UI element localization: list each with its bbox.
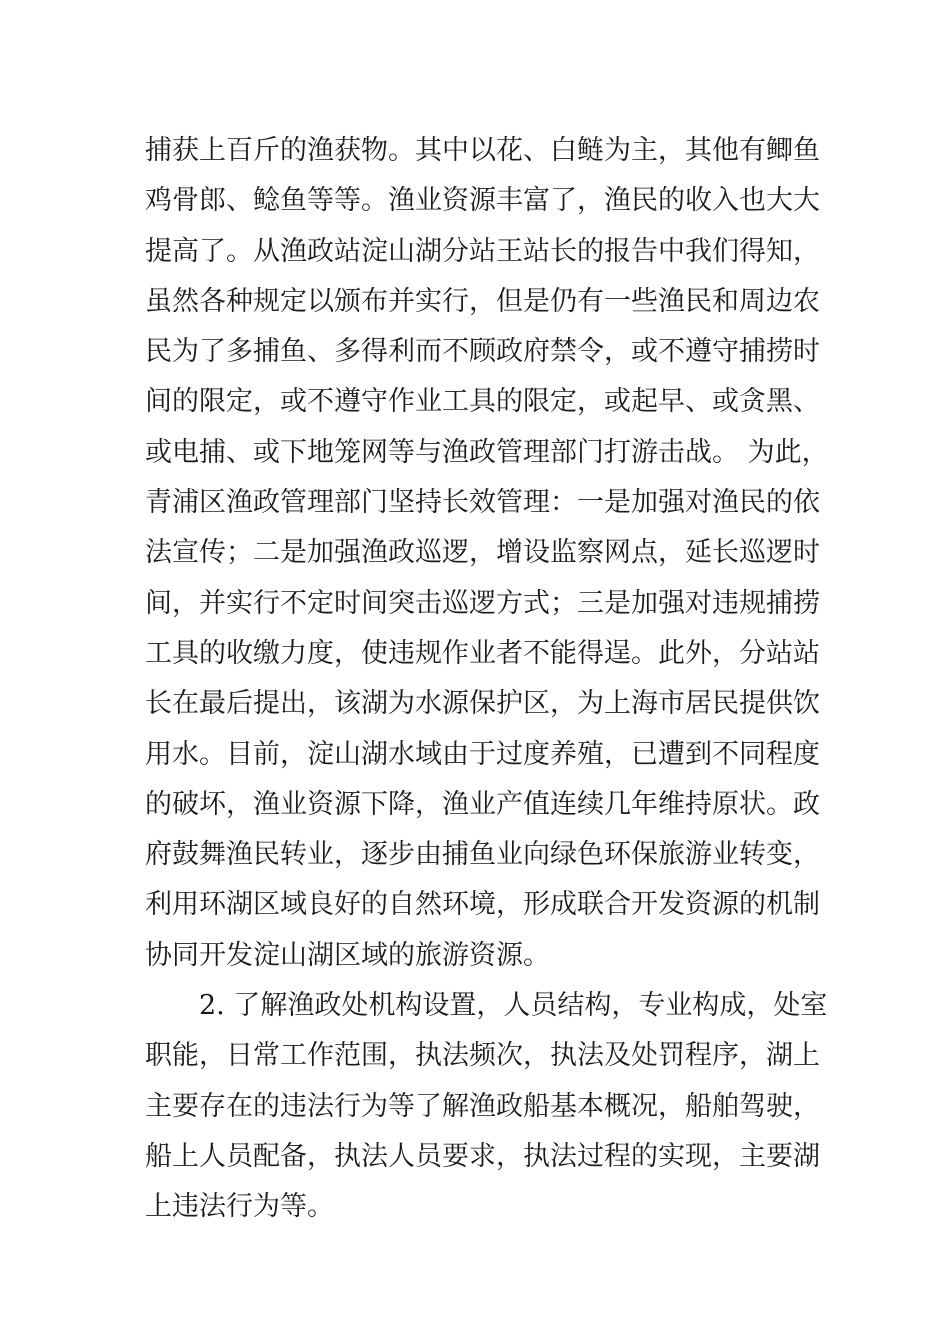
paragraph-1 [145, 126, 829, 981]
body-text [145, 126, 829, 1233]
paragraph-2 [145, 981, 828, 1232]
text-line: 间的限定，或不遵守作业工具的限定，或起早、或贪黑、 [145, 386, 820, 418]
text-line: 虽然各种规定以颁布并实行，但是仍有一些渔民和周边农 [145, 285, 820, 317]
text-line: 或电捕、或下地笼网等与渔政管理部门打游击战。 为此， [145, 436, 829, 468]
text-line: 2. 了解渔政处机构设置，人员结构，专业构成，处室 [199, 990, 828, 1022]
text-line: 用水。目前，淀山湖水域由于过度养殖，已遭到不同程度 [145, 738, 820, 770]
text-line: 工具的收缴力度，使违规作业者不能得逞。此外，分站站 [145, 637, 820, 669]
text-line: 船上人员配备，执法人员要求，执法过程的实现，主要湖 [145, 1140, 820, 1172]
text-line: 职能，日常工作范围，执法频次，执法及处罚程序，湖上 [145, 1040, 820, 1072]
text-line: 主要存在的违法行为等了解渔政船基本概况，船舶驾驶， [145, 1090, 820, 1122]
text-line: 青浦区渔政管理部门坚持长效管理：一是加强对渔民的依 [145, 487, 820, 519]
text-line: 长在最后提出，该湖为水源保护区，为上海市居民提供饮 [145, 688, 820, 720]
text-line: 上违法行为等。 [145, 1191, 334, 1223]
text-line: 协同开发淀山湖区域的旅游资源。 [145, 939, 550, 971]
text-line: 民为了多捕鱼、多得利而不顾政府禁令，或不遵守捕捞时 [145, 336, 820, 368]
text-line: 捕获上百斤的渔获物。其中以花、白鲢为主，其他有鲫鱼 [145, 135, 820, 166]
text-line: 利用环湖区域良好的自然环境，形成联合开发资源的机制 [145, 889, 820, 921]
text-line: 鸡骨郎、鲶鱼等等。渔业资源丰富了，渔民的收入也大大 [145, 185, 820, 217]
text-line: 法宣传；二是加强渔政巡逻，增设监察网点，延长巡逻时 [145, 537, 820, 569]
text-line: 府鼓舞渔民转业，逐步由捕鱼业向绿色环保旅游业转变， [145, 839, 820, 871]
text-line: 提高了。从渔政站淀山湖分站王站长的报告中我们得知， [145, 235, 820, 267]
text-line: 的破坏，渔业资源下降，渔业产值连续几年维持原状。政 [145, 788, 820, 820]
text-line: 间，并实行不定时间突击巡逻方式；三是加强对违规捕捞 [145, 587, 820, 619]
